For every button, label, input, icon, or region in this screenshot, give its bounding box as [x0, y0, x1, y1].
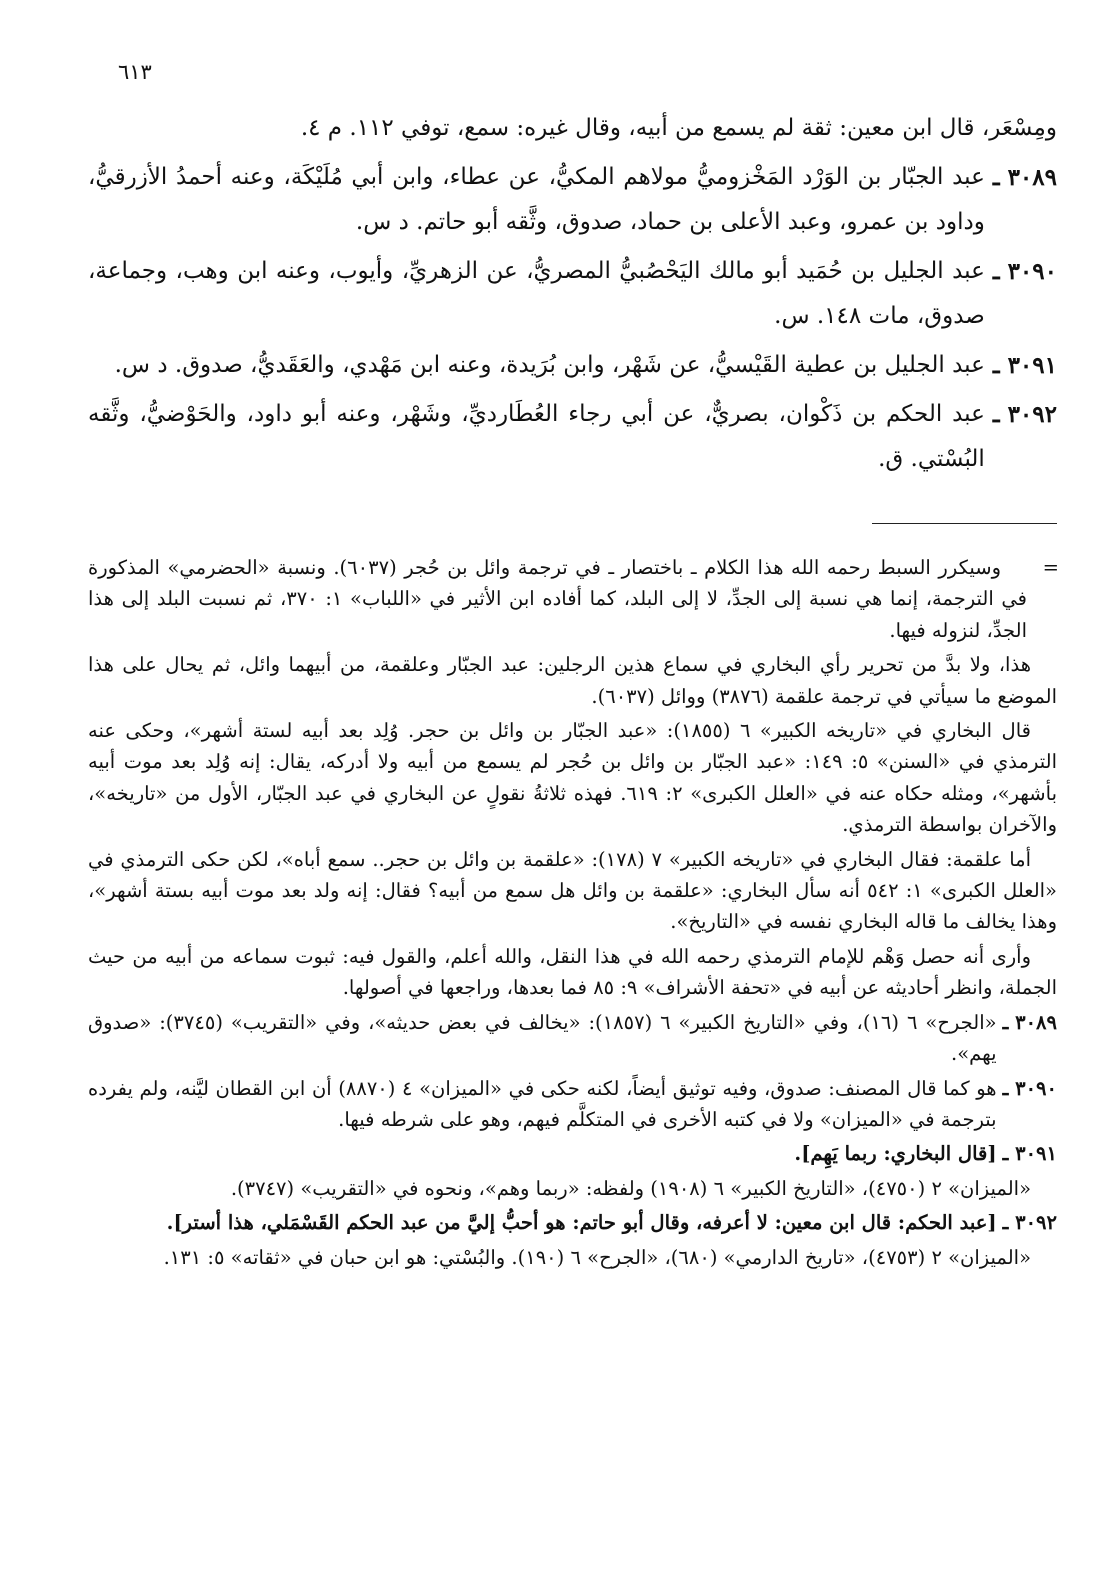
- footnote-paragraph-text: وسيكرر السبط رحمه الله هذا الكلام ـ باختصار ـ في ترجمة وائل بن حُجر (٦٠٣٧). ونسبة «الحضرمي» المذكورة في الترجمة، إنما هي نسبة إلى الجدِّ، لا إلى البلد، كما أفاده ابن الأثير في «اللباب» ١: ٣٧٠، ثم نسبت البلد إلى هذا الجدِّ، لنزوله فيها.: [88, 556, 1027, 642]
- footnote-number: ٣٠٩٠ ـ: [1002, 1076, 1057, 1100]
- entry-text: عبد الجبّار بن الوَرْد المَخْزوميُّ مولاهم المكيُّ، عن عطاء، وابن أبي مُلَيْكَة، وعنه أحمدُ الأزرقيُّ، وداود بن عمرو، وعبد الأعلى بن حماد، صدوق، وثَّقه أبو حاتم. د س.: [88, 164, 985, 235]
- entry-3090: [88, 249, 1057, 339]
- footnote-continuation: [88, 552, 1057, 646]
- entry-text: عبد الحكم بن ذَكْوان، بصريٌّ، عن أبي رجاء العُطَارديِّ، وشَهْر، وعنه أبو داود، والحَوْضيُّ، وثَّقه البُسْتي. ق.: [88, 401, 985, 472]
- entry-number: ٣٠٩٠ ـ: [992, 258, 1057, 285]
- footnote-3092: [88, 1207, 1057, 1238]
- document-page: [88, 0, 1057, 1579]
- entry-text: عبد الجليل بن حُمَيد أبو مالك اليَحْصُبيُّ المصريُّ، عن الزهريِّ، وأيوب، وعنه ابن وهب، وجماعة، صدوق، مات ١٤٨. س.: [88, 258, 985, 329]
- footnote-paragraph: وأرى أنه حصل وَهْم للإمام الترمذي رحمه الله في هذا النقل، والله أعلم، والقول فيه: ثبوت سماعه من أبيه من حيث الجملة، وانظر أحاديثه عن أبيه في «تحفة الأشراف» ٩: ٨٥ فما بعدها، وراجعها في أصولها.: [88, 944, 1057, 1000]
- entry-3089: [88, 155, 1057, 245]
- footnote-paragraph: «الميزان» ٢ (٤٧٥٣)، «تاريخ الدارمي» (٦٨٠)، «الجرح» ٦ (١٩٠). والبُسْتي: هو ابن حبان في «ثقاته» ٥: ١٣١.: [163, 1245, 1031, 1269]
- footnote-number: ٣٠٨٩ ـ: [1002, 1010, 1057, 1034]
- footnote-3089: [88, 1007, 1057, 1070]
- footnote-paragraph: «الميزان» ٢ (٤٧٥٠)، «التاريخ الكبير» ٦ (١٩٠٨) ولفظه: «ربما وهم»، ونحوه في «التقريب» (٣٧٤٧).: [230, 1176, 1031, 1200]
- footnote-text: [عبد الحكم: قال ابن معين: لا أعرفه، وقال أبو حاتم: هو أحبُّ إليَّ من عبد الحكم القَسْمَلي، هذا أستر].: [166, 1211, 997, 1235]
- footnote-paragraph: قال البخاري في «تاريخه الكبير» ٦ (١٨٥٥): «عبد الجبّار بن وائل بن حجر. وُلِد بعد أبيه لستة أشهر»، وحكى عنه الترمذي في «السنن» ٥: ١٤٩: «عبد الجبّار بن وائل بن حُجر لم يسمع من أبيه ولا أدركه، يقال: إنه وُلِد بعد موت أبيه بأشهر»، ومثله حكاه عنه في «العلل الكبرى» ٢: ٦١٩. فهذه ثلاثةُ نقولٍ عن البخاري في عبد الجبّار، الأول من «تاريخه»، والآخران بواسطة الترمذي.: [88, 719, 1057, 837]
- entry-3092: [88, 392, 1057, 482]
- main-text: [88, 106, 1057, 482]
- entry-3091: [88, 343, 1057, 388]
- entry-text: عبد الجليل بن عطية القَيْسيُّ، عن شَهْر، وابن بُرَيدة، وعنه ابن مَهْدي، والعَقَديُّ، صدوق. د س.: [114, 352, 985, 378]
- footnote-3091: [88, 1138, 1057, 1169]
- footnote-3090: [88, 1073, 1057, 1136]
- page-number: ٦١٣: [118, 60, 152, 84]
- intro-line: ومِسْعَر، قال ابن معين: ثقة لم يسمع من أبيه، وقال غيره: سمع، توفي ١١٢. م ٤.: [300, 115, 1057, 141]
- entry-number: ٣٠٨٩ ـ: [992, 164, 1057, 191]
- footnote-paragraph: أما علقمة: فقال البخاري في «تاريخه الكبير» ٧ (١٧٨): «علقمة بن وائل بن حجر.. سمع أباه»، لكن حكى الترمذي في «العلل الكبرى» ١: ٥٤٢ أنه سأل البخاري: «علقمة بن وائل هل سمع من أبيه؟ فقال: إنه ولد بعد موت أبيه بستة أشهر»، وهذا يخالف ما قاله البخاري نفسه في «التاريخ».: [88, 847, 1057, 934]
- footnote-number: ٣٠٩٢ ـ: [1002, 1211, 1057, 1235]
- entry-number: ٣٠٩٢ ـ: [992, 401, 1057, 428]
- footnotes: [88, 552, 1057, 1276]
- footnote-divider: [872, 523, 1057, 524]
- continuation-mark: =: [1042, 556, 1059, 579]
- footnote-number: ٣٠٩١ ـ: [1002, 1142, 1057, 1166]
- footnote-paragraph: هذا، ولا بدَّ من تحرير رأي البخاري في سماع هذين الرجلين: عبد الجبّار وعلقمة، من أبيهما وائل، ثم يحال على هذا الموضع ما سيأتي في ترجمة علقمة (٣٨٧٦) ووائل (٦٠٣٧).: [88, 653, 1057, 708]
- footnote-text: هو كما قال المصنف: صدوق، وفيه توثيق أيضاً، لكنه حكى في «الميزان» ٤ (٨٨٧٠) أن ابن القطان ليَّنه، ولم يفرده بترجمة في «الميزان» ولا في كتبه الأخرى في المتكلَّم فيهم، وهو على شرطه فيها.: [88, 1076, 997, 1131]
- footnote-text: [قال البخاري: ربما يَهِم].: [794, 1142, 997, 1166]
- footnote-text: «الجرح» ٦ (١٦)، وفي «التاريخ الكبير» ٦ (١٨٥٧): «يخالف في بعض حديثه»، وفي «التقريب» (٣٧٤٥): «صدوق يهم».: [88, 1010, 997, 1066]
- entry-number: ٣٠٩١ ـ: [992, 352, 1057, 379]
